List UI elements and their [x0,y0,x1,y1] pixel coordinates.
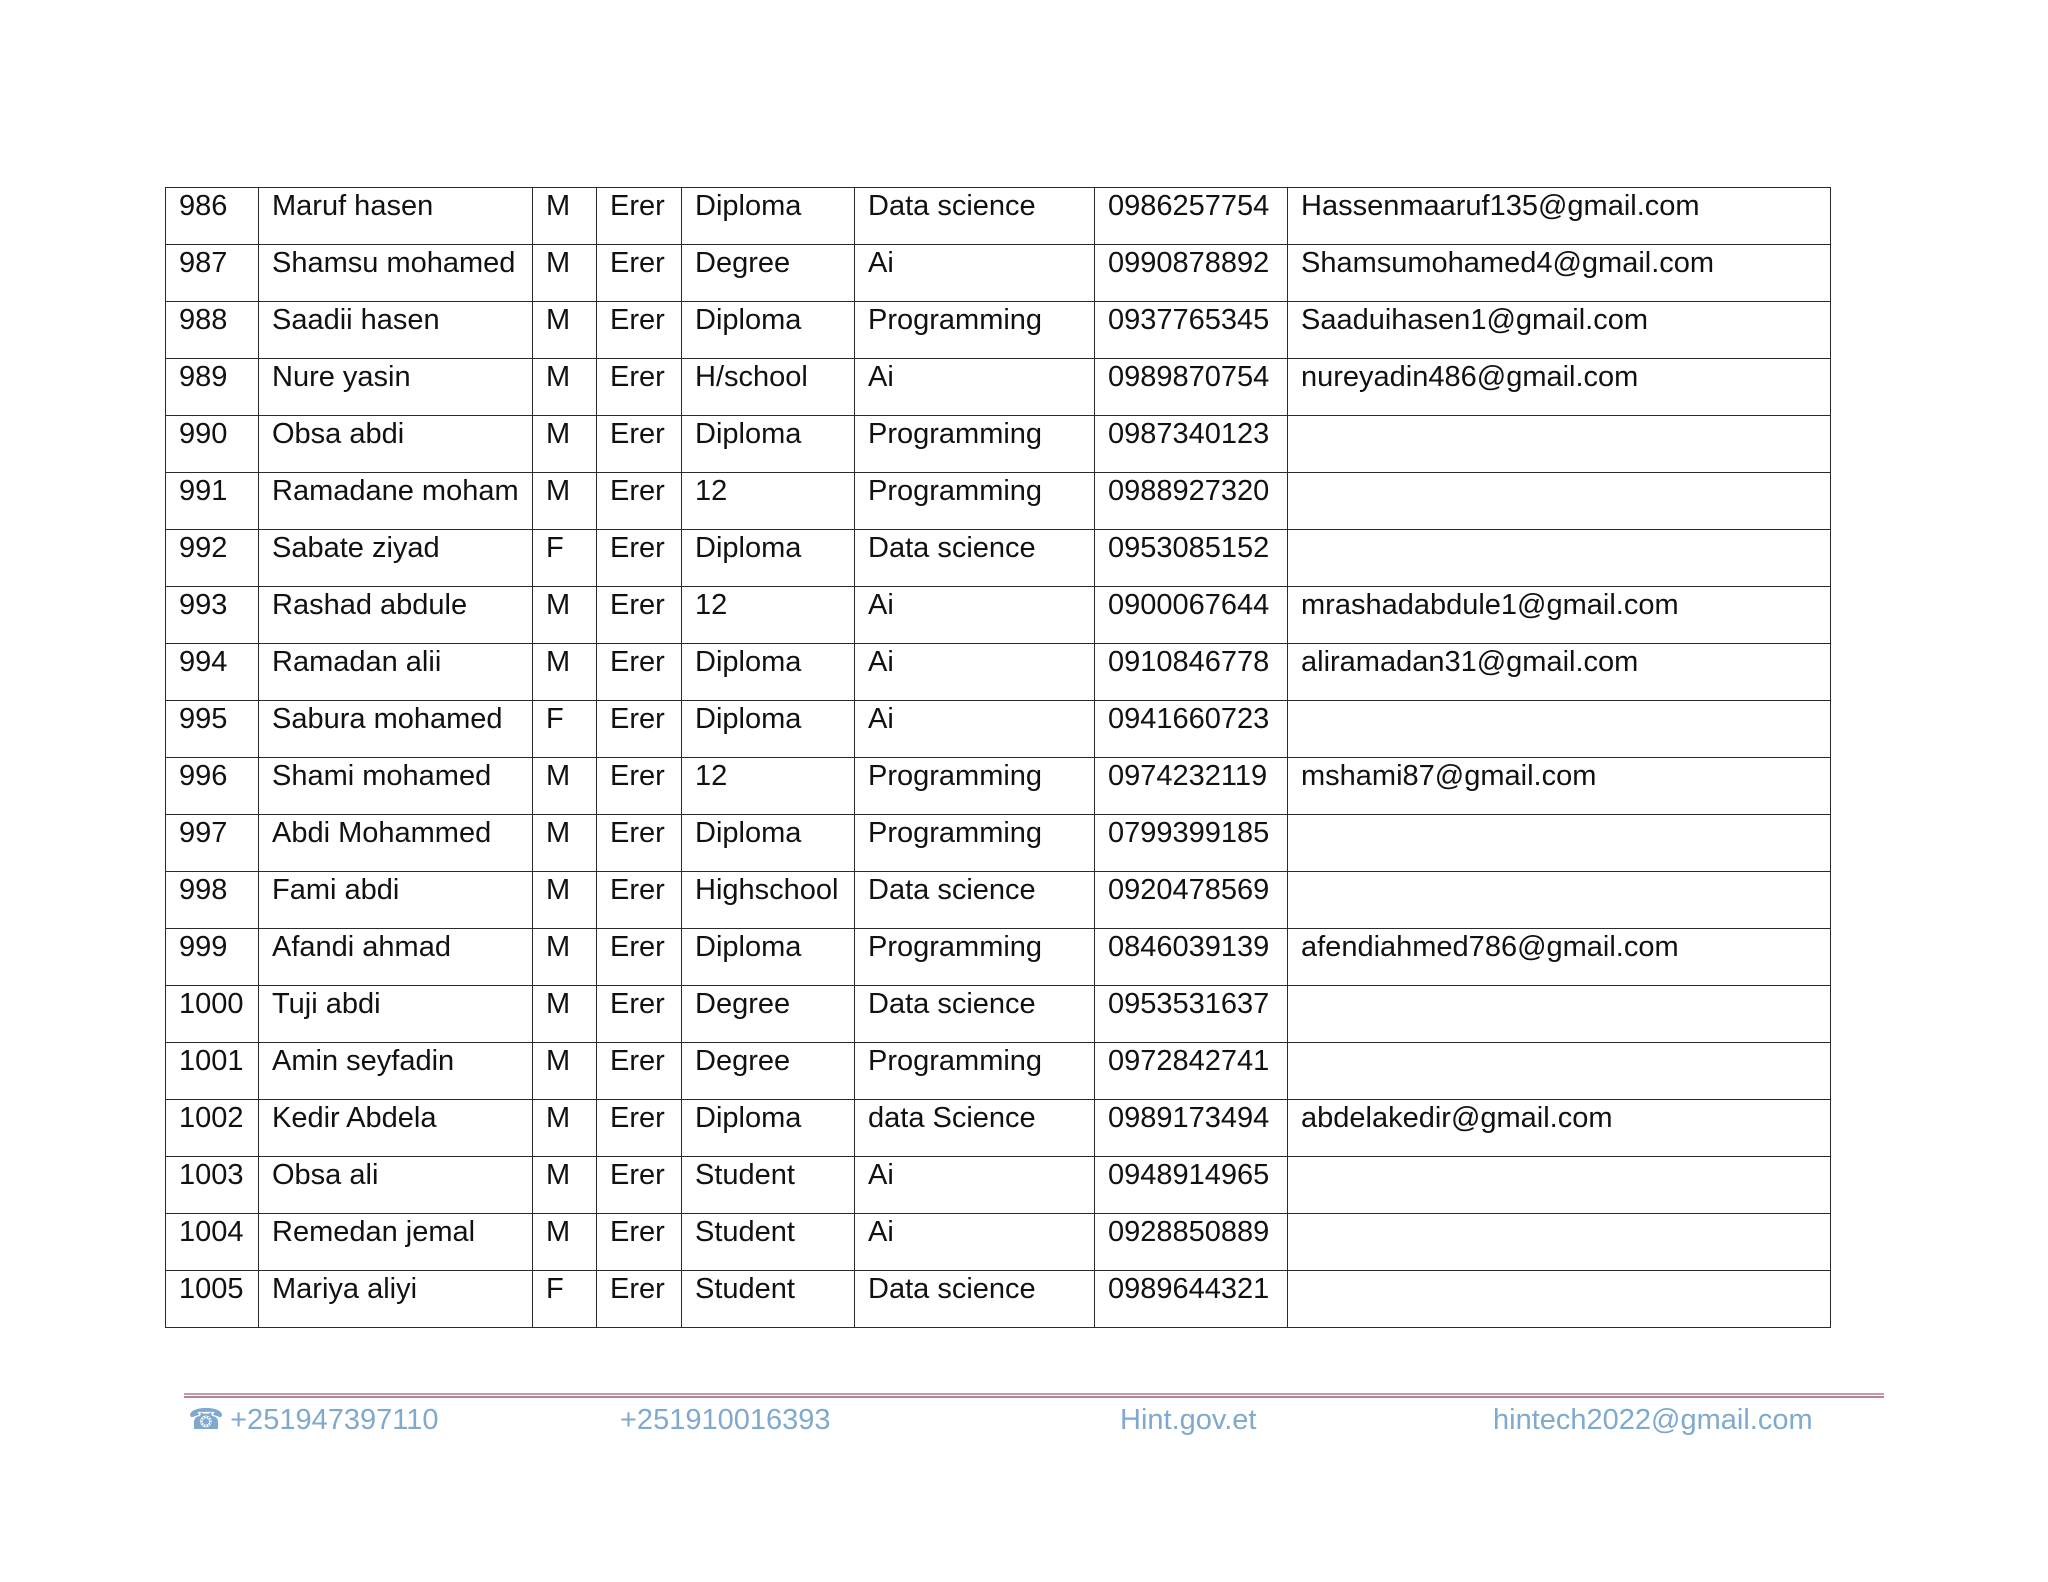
cell-sex: M [533,986,597,1043]
cell-name: Obsa ali [259,1157,533,1214]
cell-location: Erer [597,758,682,815]
cell-name: Fami abdi [259,872,533,929]
cell-field: Data science [855,986,1095,1043]
table-row [166,359,1831,416]
footer-phone-primary [188,1403,438,1438]
cell-field: Programming [855,1043,1095,1100]
cell-name: Ramadane moham [259,473,533,530]
cell-location: Erer [597,245,682,302]
cell-education: Highschool [682,872,855,929]
cell-location: Erer [597,1157,682,1214]
cell-education: 12 [682,758,855,815]
cell-email [1288,986,1831,1043]
cell-name: Amin seyfadin [259,1043,533,1100]
cell-name: Rashad abdule [259,587,533,644]
cell-id: 990 [166,416,259,473]
cell-name: Tuji abdi [259,986,533,1043]
cell-phone: 0941660723 [1095,701,1288,758]
cell-location: Erer [597,587,682,644]
cell-phone: 0900067644 [1095,587,1288,644]
cell-phone: 0953531637 [1095,986,1288,1043]
table-row [166,302,1831,359]
table-row [166,1157,1831,1214]
cell-field: Ai [855,1157,1095,1214]
cell-phone: 0988927320 [1095,473,1288,530]
cell-id: 989 [166,359,259,416]
cell-sex: M [533,1043,597,1100]
cell-location: Erer [597,1214,682,1271]
cell-email [1288,530,1831,587]
cell-email: nureyadin486@gmail.com [1288,359,1831,416]
cell-name: Saadii hasen [259,302,533,359]
cell-education: Degree [682,245,855,302]
table-row [166,758,1831,815]
cell-field: Data science [855,1271,1095,1328]
cell-phone: 0928850889 [1095,1214,1288,1271]
cell-id: 997 [166,815,259,872]
cell-sex: M [533,416,597,473]
cell-location: Erer [597,1271,682,1328]
cell-phone: 0987340123 [1095,416,1288,473]
cell-location: Erer [597,986,682,1043]
footer-phone-primary-text: +251947397110 [230,1404,439,1436]
cell-education: H/school [682,359,855,416]
cell-name: Shami mohamed [259,758,533,815]
cell-email [1288,416,1831,473]
cell-field: Ai [855,644,1095,701]
cell-id: 999 [166,929,259,986]
table-row [166,1271,1831,1328]
cell-education: 12 [682,587,855,644]
roster-table [165,187,1831,1328]
cell-location: Erer [597,1100,682,1157]
cell-education: Diploma [682,815,855,872]
cell-education: Diploma [682,644,855,701]
cell-name: Maruf hasen [259,188,533,245]
cell-sex: M [533,929,597,986]
cell-phone: 0920478569 [1095,872,1288,929]
cell-field: Data science [855,188,1095,245]
cell-field: Programming [855,758,1095,815]
cell-phone: 0989173494 [1095,1100,1288,1157]
cell-location: Erer [597,530,682,587]
cell-field: Ai [855,701,1095,758]
cell-sex: M [533,1214,597,1271]
cell-location: Erer [597,644,682,701]
footer-phone-secondary-text: +251910016393 [620,1404,831,1436]
cell-location: Erer [597,701,682,758]
cell-id: 991 [166,473,259,530]
cell-sex: F [533,1271,597,1328]
cell-location: Erer [597,302,682,359]
cell-email [1288,1271,1831,1328]
cell-field: Programming [855,302,1095,359]
cell-field: Programming [855,416,1095,473]
cell-phone: 0990878892 [1095,245,1288,302]
cell-field: Ai [855,359,1095,416]
table-row [166,929,1831,986]
cell-location: Erer [597,473,682,530]
cell-name: Remedan jemal [259,1214,533,1271]
table-row [166,1100,1831,1157]
cell-phone: 0948914965 [1095,1157,1288,1214]
cell-location: Erer [597,929,682,986]
table-row [166,188,1831,245]
cell-education: Diploma [682,701,855,758]
table-row [166,872,1831,929]
cell-field: Ai [855,245,1095,302]
cell-id: 1003 [166,1157,259,1214]
cell-id: 1000 [166,986,259,1043]
phone-icon: ☎ [188,1404,225,1436]
cell-id: 1001 [166,1043,259,1100]
cell-sex: M [533,188,597,245]
cell-id: 994 [166,644,259,701]
cell-email: mrashadabdule1@gmail.com [1288,587,1831,644]
cell-id: 992 [166,530,259,587]
cell-id: 1004 [166,1214,259,1271]
table-row [166,530,1831,587]
table-row [166,1043,1831,1100]
table-row [166,416,1831,473]
table-row [166,815,1831,872]
cell-id: 1002 [166,1100,259,1157]
cell-name: Ramadan alii [259,644,533,701]
cell-education: Degree [682,1043,855,1100]
cell-sex: M [533,245,597,302]
cell-email: mshami87@gmail.com [1288,758,1831,815]
cell-sex: M [533,1157,597,1214]
cell-name: Kedir Abdela [259,1100,533,1157]
cell-location: Erer [597,416,682,473]
cell-education: Diploma [682,302,855,359]
cell-sex: M [533,872,597,929]
cell-email: Saaduihasen1@gmail.com [1288,302,1831,359]
cell-field: Ai [855,587,1095,644]
table-row [166,986,1831,1043]
cell-phone: 0799399185 [1095,815,1288,872]
cell-education: Diploma [682,416,855,473]
cell-field: Ai [855,1214,1095,1271]
cell-education: Student [682,1271,855,1328]
cell-sex: M [533,815,597,872]
cell-sex: M [533,644,597,701]
footer-website: Hint.gov.et [1120,1404,1257,1436]
cell-phone: 0846039139 [1095,929,1288,986]
cell-sex: F [533,530,597,587]
cell-phone: 0989644321 [1095,1271,1288,1328]
cell-email [1288,1157,1831,1214]
cell-field: Programming [855,815,1095,872]
cell-id: 1005 [166,1271,259,1328]
cell-sex: M [533,473,597,530]
cell-id: 987 [166,245,259,302]
cell-email [1288,1214,1831,1271]
cell-phone: 0910846778 [1095,644,1288,701]
cell-sex: F [533,701,597,758]
cell-email: Hassenmaaruf135@gmail.com [1288,188,1831,245]
cell-field: Programming [855,473,1095,530]
cell-location: Erer [597,188,682,245]
cell-field: Data science [855,530,1095,587]
cell-education: Diploma [682,1100,855,1157]
cell-name: Mariya aliyi [259,1271,533,1328]
cell-name: Sabura mohamed [259,701,533,758]
cell-name: Sabate ziyad [259,530,533,587]
cell-sex: M [533,1100,597,1157]
roster-table-body [166,188,1831,1328]
cell-phone: 0986257754 [1095,188,1288,245]
cell-phone: 0953085152 [1095,530,1288,587]
cell-education: Diploma [682,188,855,245]
cell-email: Shamsumohamed4@gmail.com [1288,245,1831,302]
cell-field: Programming [855,929,1095,986]
table-row [166,473,1831,530]
cell-field: data Science [855,1100,1095,1157]
cell-name: Shamsu mohamed [259,245,533,302]
cell-education: Student [682,1214,855,1271]
cell-email [1288,701,1831,758]
cell-sex: M [533,359,597,416]
cell-location: Erer [597,359,682,416]
cell-education: Degree [682,986,855,1043]
cell-sex: M [533,758,597,815]
cell-email [1288,1043,1831,1100]
cell-email: aliramadan31@gmail.com [1288,644,1831,701]
cell-id: 995 [166,701,259,758]
table-row [166,245,1831,302]
table-row [166,587,1831,644]
cell-location: Erer [597,872,682,929]
cell-id: 996 [166,758,259,815]
cell-education: Diploma [682,530,855,587]
cell-name: Nure yasin [259,359,533,416]
cell-id: 998 [166,872,259,929]
cell-phone: 0972842741 [1095,1043,1288,1100]
cell-email [1288,872,1831,929]
footer-phone-secondary [614,1403,830,1438]
cell-location: Erer [597,815,682,872]
table-row [166,1214,1831,1271]
cell-sex: M [533,587,597,644]
cell-sex: M [533,302,597,359]
cell-location: Erer [597,1043,682,1100]
cell-education: Diploma [682,929,855,986]
cell-education: Student [682,1157,855,1214]
cell-id: 993 [166,587,259,644]
cell-phone: 0989870754 [1095,359,1288,416]
table-row [166,701,1831,758]
cell-email: afendiahmed786@gmail.com [1288,929,1831,986]
footer-divider [184,1393,1884,1398]
footer-email: hintech2022@gmail.com [1493,1404,1813,1436]
cell-id: 986 [166,188,259,245]
cell-email [1288,815,1831,872]
cell-name: Abdi Mohammed [259,815,533,872]
cell-field: Data science [855,872,1095,929]
cell-phone: 0937765345 [1095,302,1288,359]
table-row [166,644,1831,701]
cell-email: abdelakedir@gmail.com [1288,1100,1831,1157]
cell-education: 12 [682,473,855,530]
cell-name: Afandi ahmad [259,929,533,986]
cell-email [1288,473,1831,530]
cell-name: Obsa abdi [259,416,533,473]
cell-phone: 0974232119 [1095,758,1288,815]
cell-id: 988 [166,302,259,359]
